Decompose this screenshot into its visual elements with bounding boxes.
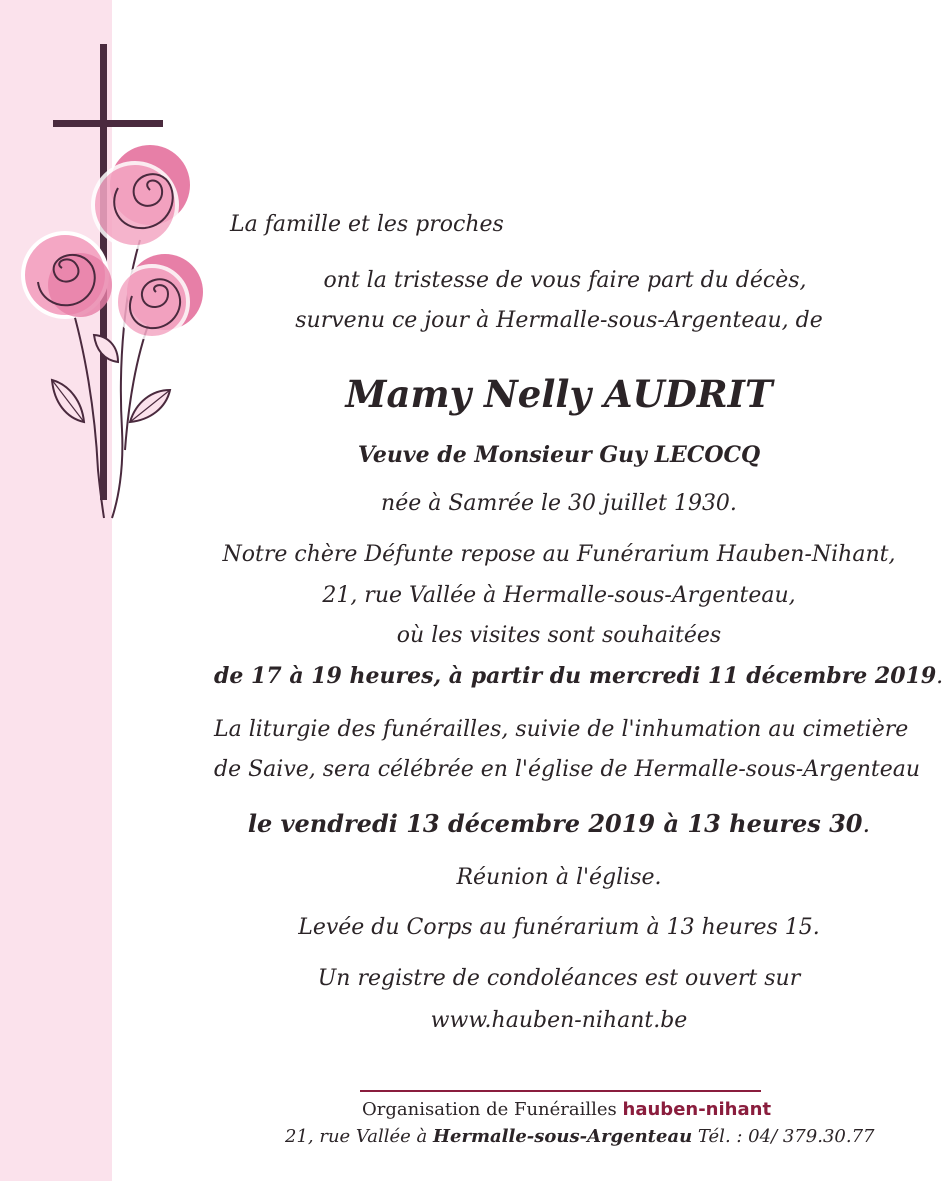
footer-org-label: Organisation de Funérailles	[362, 1099, 617, 1120]
footer-brand: hauben-nihant	[622, 1099, 772, 1120]
intro-text: La famille et les proches	[230, 212, 504, 237]
levee-text: Levée du Corps au funérarium à 13 heures 15.	[298, 915, 820, 940]
liturgy-line-1: La liturgie des funérailles, suivie de l'inhumation au cimetière	[214, 717, 909, 742]
rest-line-1: Notre chère Défunte repose au Funérarium Hauben-Nihant,	[222, 542, 896, 567]
widow-of: Veuve de Monsieur Guy LECOCQ	[357, 442, 761, 468]
funeral-date-text: le vendredi 13 décembre 2019 à 13 heures 30	[247, 809, 863, 838]
register-line-1: Un registre de condoléances est ouvert sur	[317, 966, 801, 991]
footer-divider	[360, 1090, 761, 1092]
footer-phone: Tél. : 04/ 379.30.77	[697, 1126, 875, 1147]
funeral-date-period: .	[862, 810, 871, 838]
meeting-text: Réunion à l'église.	[456, 865, 662, 890]
announce-line-2: survenu ce jour à Hermalle-sous-Argenteau, de	[295, 308, 823, 333]
footer-address	[285, 1125, 874, 1149]
rest-line-2: 21, rue Vallée à Hermalle-sous-Argenteau,	[322, 583, 796, 608]
visit-hours	[214, 662, 943, 691]
visit-hours-text: de 17 à 19 heures, à partir du mercredi 11 décembre 2019	[214, 663, 937, 689]
register-url[interactable]: www.hauben-nihant.be	[430, 1008, 688, 1033]
rest-line-3: où les visites sont souhaitées	[396, 623, 722, 648]
footer-address-prefix: 21, rue Vallée à	[285, 1126, 428, 1147]
footer-address-town: Hermalle-sous-Argenteau	[433, 1126, 693, 1147]
liturgy-line-2: de Saive, sera célébrée en l'église de Hermalle-sous-Argenteau	[214, 757, 921, 782]
deceased-name: Mamy Nelly AUDRIT	[345, 372, 773, 416]
footer-organisation	[362, 1098, 771, 1122]
birth-info: née à Samrée le 30 juillet 1930.	[381, 491, 737, 516]
roses-illustration	[0, 30, 220, 530]
announce-line-1: ont la tristesse de vous faire part du décès,	[323, 268, 807, 293]
visit-hours-period: .	[936, 664, 943, 689]
funeral-date	[214, 810, 904, 838]
